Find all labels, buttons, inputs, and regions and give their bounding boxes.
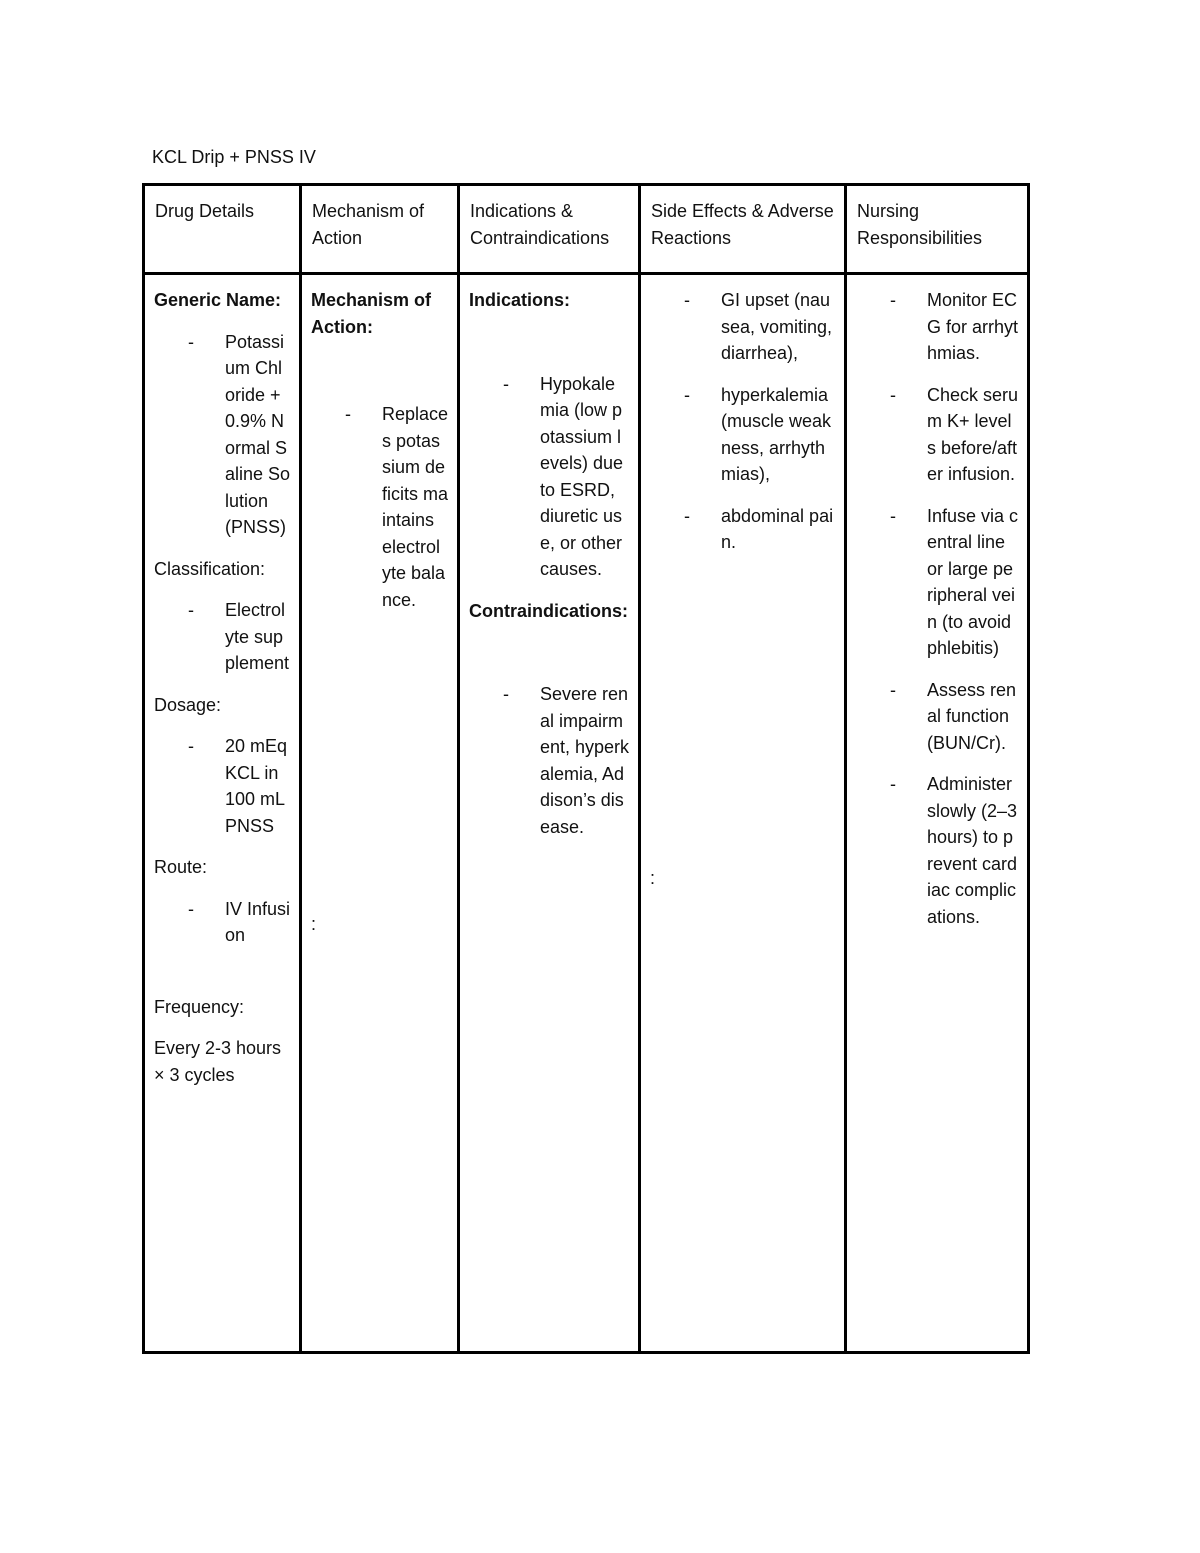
dosage-value: 20 mEq KCL in 100 mL PNSS	[225, 736, 288, 836]
list-item	[650, 287, 836, 367]
classification-value: Electrolyte supplement	[225, 600, 290, 673]
header-mechanism: Mechanism of Action	[301, 185, 459, 274]
cell-nursing	[846, 274, 1029, 1353]
route-value: IV Infusion	[225, 898, 291, 945]
nursing-item: Assess renal function (BUN/Cr).	[927, 679, 1017, 753]
header-indications: Indications & Contraindications	[459, 185, 640, 274]
list-item	[154, 597, 291, 677]
dosage-label: Dosage:	[154, 694, 222, 715]
dash-bullet: -	[684, 290, 690, 310]
dash-bullet: -	[503, 684, 509, 704]
header-side-effects: Side Effects & Adverse Reactions	[640, 185, 846, 274]
route-label: Route:	[154, 857, 208, 877]
dash-bullet: -	[890, 505, 896, 526]
contraindications-label: Contraindications:	[469, 600, 629, 621]
side-effects-trailing-colon: :	[650, 867, 656, 888]
dash-bullet: -	[188, 331, 194, 352]
mechanism-trailing-colon: :	[311, 914, 317, 934]
dash-bullet: -	[684, 505, 690, 526]
list-item	[650, 382, 836, 488]
cell-indications	[459, 274, 640, 1353]
frequency-label: Frequency:	[154, 996, 245, 1017]
dash-bullet: -	[684, 384, 690, 405]
indications-label: Indications:	[469, 290, 571, 310]
dash-bullet: -	[188, 898, 194, 919]
side-effect-item: hyperkalemia (muscle weakness, arrhythmias),	[721, 384, 832, 484]
side-effect-item: abdominal pain.	[721, 505, 834, 552]
list-item	[154, 329, 291, 541]
frequency-value: Every 2-3 hours × 3 cycles	[154, 1038, 282, 1085]
list-item	[856, 503, 1019, 662]
list-item	[469, 371, 630, 583]
nursing-item: Administer slowly (2–3 hours) to prevent cardiac complications.	[927, 774, 1018, 927]
list-item	[154, 733, 291, 839]
classification-label: Classification:	[154, 558, 266, 579]
list-item	[311, 401, 449, 613]
list-item	[469, 681, 630, 840]
cell-mechanism	[301, 274, 459, 1353]
cell-side-effects	[640, 274, 846, 1353]
table-body-row	[144, 274, 1029, 1353]
generic-name-label: Generic Name:	[154, 290, 282, 310]
nursing-item: Monitor ECG for arrhythmias.	[927, 290, 1019, 363]
list-item	[154, 896, 291, 949]
dash-bullet: -	[345, 404, 351, 424]
dash-bullet: -	[188, 736, 194, 756]
list-item	[856, 382, 1019, 488]
drug-study-table	[142, 183, 1030, 1354]
header-drug-details: Drug Details	[144, 185, 301, 274]
generic-name-value: Potassium Chloride + 0.9% Normal Saline Solution (PNSS)	[225, 331, 291, 537]
document-title: KCL Drip + PNSS IV	[152, 147, 316, 167]
mechanism-label: Mechanism of Action:	[311, 290, 432, 337]
dash-bullet: -	[890, 384, 896, 405]
dash-bullet: -	[890, 679, 896, 700]
nursing-item: Check serum K+ levels before/after infusion.	[927, 384, 1019, 484]
list-item	[856, 677, 1019, 757]
dash-bullet: -	[890, 774, 896, 794]
indications-value: Hypokalemia (low potassium levels) due to ESRD, diuretic use, or other causes.	[540, 373, 624, 579]
side-effect-item: GI upset (nausea, vomiting, diarrhea),	[721, 290, 833, 363]
header-nursing: Nursing Responsibilities	[846, 185, 1029, 274]
dash-bullet: -	[503, 373, 509, 394]
dash-bullet: -	[890, 290, 896, 310]
list-item	[856, 287, 1019, 367]
dash-bullet: -	[188, 600, 194, 620]
nursing-item: Infuse via central line or large peripheral vein (to avoid phlebitis)	[927, 505, 1019, 658]
list-item	[650, 503, 836, 556]
list-item	[856, 771, 1019, 930]
mechanism-value: Replaces potassium deficits maintains electrolyte balance.	[382, 404, 449, 610]
table-header-row	[144, 185, 1029, 274]
contraindications-value: Severe renal impairment, hyperkalemia, Addison’s disease.	[540, 684, 630, 837]
cell-drug-details	[144, 274, 301, 1353]
